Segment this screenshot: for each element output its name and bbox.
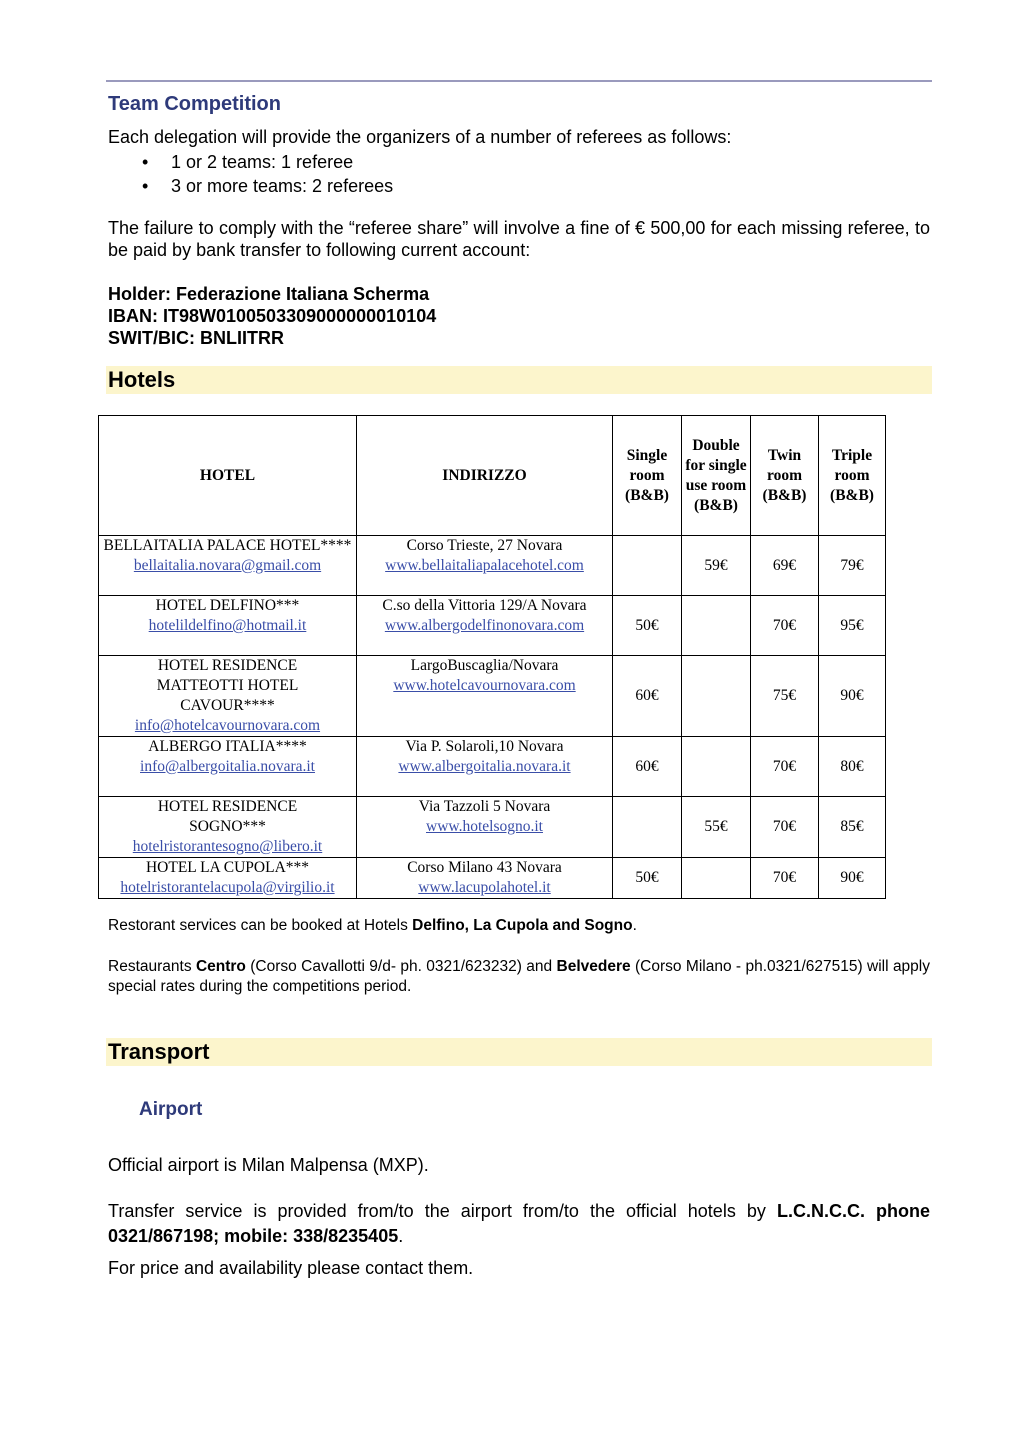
table-row <box>99 797 886 858</box>
price-twin: 69€ <box>751 536 819 596</box>
transport-heading: Transport <box>108 1039 210 1064</box>
hotel-address: C.so della Vittoria 129/A Novara <box>382 597 587 614</box>
price-twin: 70€ <box>751 737 819 797</box>
airport-heading: Airport <box>139 1099 203 1120</box>
hotel-email-link[interactable]: hotelristorantelacupola@virgilio.it <box>120 879 335 896</box>
price-twin: 70€ <box>751 596 819 656</box>
price-triple: 80€ <box>819 737 886 797</box>
price-twin: 75€ <box>751 656 819 737</box>
col-header-address: INDIRIZZO <box>357 416 613 536</box>
price-double: 55€ <box>682 797 751 858</box>
hotels-table <box>98 415 886 899</box>
price-single <box>613 536 682 596</box>
team-competition-heading: Team Competition <box>108 93 281 115</box>
hotel-website-link[interactable]: www.albergodelfinonovara.com <box>384 617 585 634</box>
hotel-cell <box>99 797 357 858</box>
transport-section-band <box>106 1038 932 1066</box>
restaurant-centro: Centro <box>195 958 246 975</box>
hotel-cell <box>99 596 357 656</box>
table-row <box>99 858 886 899</box>
price-triple: 95€ <box>819 596 886 656</box>
bank-details <box>108 283 930 349</box>
team-intro-text: Each delegation will provide the organizers of a number of referees as follows: <box>108 127 732 147</box>
col-header-triple: Triple room (B&B) <box>819 416 886 536</box>
restaurant-booking-text: Restorant services can be booked at Hotels Delfino, La Cupola and Sogno. <box>108 917 637 934</box>
hotel-address: Corso Milano 43 Novara <box>407 859 562 876</box>
hotel-website-link[interactable]: www.hotelcavournovara.com <box>393 677 576 694</box>
price-single: 60€ <box>613 737 682 797</box>
price-double <box>682 656 751 737</box>
hotel-address: LargoBuscaglia/Novara <box>410 657 559 674</box>
price-twin: 70€ <box>751 797 819 858</box>
price-contact-text: For price and availability please contact them. <box>108 1258 474 1278</box>
price-triple: 90€ <box>819 858 886 899</box>
address-cell <box>357 656 613 737</box>
price-single <box>613 797 682 858</box>
hotel-website-link[interactable]: www.albergoitalia.novara.it <box>398 758 571 775</box>
address-cell <box>357 536 613 596</box>
hotels-section-band <box>106 366 932 394</box>
col-header-twin: Twin room (B&B) <box>751 416 819 536</box>
col-header-hotel: HOTEL <box>99 416 357 536</box>
hotel-address: Via Tazzoli 5 Novara <box>418 798 551 815</box>
price-single: 50€ <box>613 596 682 656</box>
price-double: 59€ <box>682 536 751 596</box>
transfer-contact-bold: L.C.N.C.C. phone 0321/867198; mobile: 338/8235405 <box>108 1201 930 1246</box>
hotel-name: HOTEL RESIDENCE MATTEOTTI HOTEL CAVOUR**** <box>156 657 299 714</box>
official-airport-text: Official airport is Milan Malpensa (MXP). <box>108 1155 429 1175</box>
hotel-email-link[interactable]: bellaitalia.novara@gmail.com <box>133 557 322 574</box>
hotel-name: HOTEL DELFINO*** <box>155 597 300 614</box>
hotel-cell <box>99 536 357 596</box>
price-triple: 90€ <box>819 656 886 737</box>
address-cell <box>357 858 613 899</box>
hotel-email-link[interactable]: info@hotelcavournovara.com <box>134 717 321 734</box>
referee-list <box>108 150 393 198</box>
fine-text: The failure to comply with the “referee share” will involve a fine of € 500,00 for each missing referee, to be paid by bank transfer to following current account: <box>108 218 930 260</box>
address-cell <box>357 596 613 656</box>
list-item: • 3 or more teams: 2 referees <box>108 174 393 198</box>
col-header-double: Double for single use room (B&B) <box>682 416 751 536</box>
table-header-row <box>99 416 886 536</box>
price-single: 50€ <box>613 858 682 899</box>
hotel-name: ALBERGO ITALIA**** <box>148 738 307 755</box>
hotel-cell <box>99 737 357 797</box>
bank-iban: IBAN: IT98W0100503309000000010104 <box>108 306 437 326</box>
list-item: • 1 or 2 teams: 1 referee <box>108 150 393 174</box>
price-twin: 70€ <box>751 858 819 899</box>
restaurant-hotels-bold: Delfino, La Cupola and Sogno <box>412 917 633 934</box>
hotel-website-link[interactable]: www.bellaitaliapalacehotel.com <box>385 557 584 574</box>
transfer-service-text: Transfer service is provided from/to the airport from/to the official hotels by L.C.N.C.C. phone 0321/867198; mobile: 338/8235405. <box>108 1201 930 1246</box>
hotel-name: HOTEL RESIDENCE SOGNO*** <box>157 798 298 835</box>
col-header-single: Single room (B&B) <box>613 416 682 536</box>
hotel-email-link[interactable]: hotelristorantesogno@libero.it <box>132 838 323 855</box>
price-double <box>682 596 751 656</box>
hotels-heading: Hotels <box>108 367 176 392</box>
price-triple: 79€ <box>819 536 886 596</box>
hotel-email-link[interactable]: hotelildelfino@hotmail.it <box>148 617 307 634</box>
table-row <box>99 596 886 656</box>
price-double <box>682 858 751 899</box>
table-row <box>99 737 886 797</box>
table-row <box>99 656 886 737</box>
hotel-email-link[interactable]: info@albergoitalia.novara.it <box>140 758 315 775</box>
restaurant-belvedere: Belvedere <box>556 958 631 975</box>
hotel-name: BELLAITALIA PALACE HOTEL**** <box>103 537 352 554</box>
hotel-website-link[interactable]: www.lacupolahotel.it <box>418 879 551 896</box>
bank-holder: Holder: Federazione Italiana Scherma <box>108 284 430 304</box>
address-cell <box>357 737 613 797</box>
hotel-address: Corso Trieste, 27 Novara <box>406 537 563 554</box>
hotel-cell <box>99 858 357 899</box>
price-single: 60€ <box>613 656 682 737</box>
table-row <box>99 536 886 596</box>
price-triple: 85€ <box>819 797 886 858</box>
hotel-website-link[interactable]: www.hotelsogno.it <box>426 818 543 835</box>
header-rule <box>106 80 932 82</box>
address-cell <box>357 797 613 858</box>
restaurant-rates-text: Restaurants Centro (Corso Cavallotti 9/d- ph. 0321/623232) and Belvedere (Corso Milano - ph.0321/627515) will apply special rates during the competitions period. <box>108 958 930 995</box>
bank-bic: SWIT/BIC: BNLIITRR <box>108 328 284 348</box>
hotel-address: Via P. Solaroli,10 Novara <box>405 738 564 755</box>
hotel-name: HOTEL LA CUPOLA*** <box>145 859 310 876</box>
price-double <box>682 737 751 797</box>
hotel-cell <box>99 656 357 737</box>
